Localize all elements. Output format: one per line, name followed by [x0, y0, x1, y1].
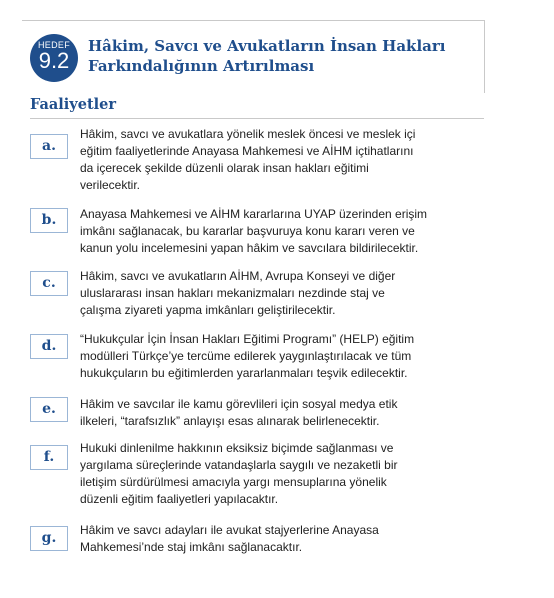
activity-letter: g.	[30, 526, 68, 551]
activity-text-line: düzenli eğitim faaliyetleri yapılacaktır.	[80, 492, 279, 506]
goal-badge-number: 9.2	[38, 48, 70, 73]
activity-text-line: imkânı sağlanacak, bu kararlar başvuruya konu kararı veren ve	[80, 224, 415, 238]
goal-title-line: Hâkim, Savcı ve Avukatların İnsan Hakları	[88, 37, 446, 55]
activity-text-line: ilkeleri, “tarafsızlık” anlayışı esas alınarak belirlenecektir.	[80, 414, 380, 428]
activity-text-line: verilecektir.	[80, 178, 141, 192]
activity-text	[80, 522, 485, 556]
activity-letter: b.	[30, 208, 68, 233]
activity-text	[80, 126, 485, 194]
activity-text	[80, 268, 485, 319]
activity-text-line: Hâkim, savcı ve avukatlara yönelik meslek öncesi ve meslek içi	[80, 127, 416, 141]
activity-letter: e.	[30, 397, 68, 422]
activity-letter: a.	[30, 134, 68, 159]
activity-text-line: iletişim sürdürülmesi amacıyla yargı mensuplarına yönelik	[80, 475, 387, 489]
activity-text-line: yargılama süreçlerinde vatandaşlarla saygılı ve nezaketli bir	[80, 458, 398, 472]
activity-text-line: modülleri Türkçe’ye tercüme edilerek yaygınlaştırılacak ve tüm	[80, 349, 412, 363]
activity-text	[80, 440, 485, 508]
activity-letter: f.	[30, 445, 68, 470]
activity-text	[80, 331, 485, 382]
goal-badge-label: HEDEF	[37, 40, 70, 50]
section-title: Faaliyetler	[30, 96, 117, 113]
goal-title-line: Farkındalığının Artırılması	[88, 57, 315, 75]
activity-text	[80, 206, 485, 257]
activity-text-line: hukukçuların bu eğitimlerden yararlanmaları teşvik edilecektir.	[80, 366, 408, 380]
activity-text-line: da içerecek şekilde düzenli olarak insan hakları eğitimi	[80, 161, 369, 175]
section-divider	[30, 118, 484, 119]
activity-text-line: Hâkim ve savcılar ile kamu görevlileri için sosyal medya etik	[80, 397, 398, 411]
activity-text	[80, 396, 485, 430]
activity-text-line: Mahkemesi’nde staj imkânı sağlanacaktır.	[80, 540, 303, 554]
goal-badge	[30, 34, 78, 82]
activity-letter: c.	[30, 271, 68, 296]
activity-text-line: Anayasa Mahkemesi ve AİHM kararlarına UYAP üzerinden erişim	[80, 207, 428, 221]
activity-text-line: “Hukukçular İçin İnsan Hakları Eğitimi Programı” (HELP) eğitim	[80, 332, 415, 346]
activity-text-line: kanun yolu incelemesini yapan hâkim ve savcılara bildirilecektir.	[80, 241, 419, 255]
activity-text-line: eğitim faaliyetlerinde Anayasa Mahkemesi ve AİHM içtihatlarını	[80, 144, 414, 158]
activity-text-line: Hukuki dinlenilme hakkının eksiksiz biçimde sağlanması ve	[80, 441, 394, 455]
goal-title	[88, 36, 478, 76]
activity-text-line: uluslararası insan hakları mekanizmaları nezdinde staj ve	[80, 286, 385, 300]
activity-text-line: Hâkim ve savcı adayları ile avukat stajyerlerine Anayasa	[80, 523, 379, 537]
activity-letter: d.	[30, 334, 68, 359]
activity-text-line: çalışma ziyareti yapma imkânları geliştirilecektir.	[80, 303, 336, 317]
activity-text-line: Hâkim, savcı ve avukatların AİHM, Avrupa Konseyi ve diğer	[80, 269, 396, 283]
